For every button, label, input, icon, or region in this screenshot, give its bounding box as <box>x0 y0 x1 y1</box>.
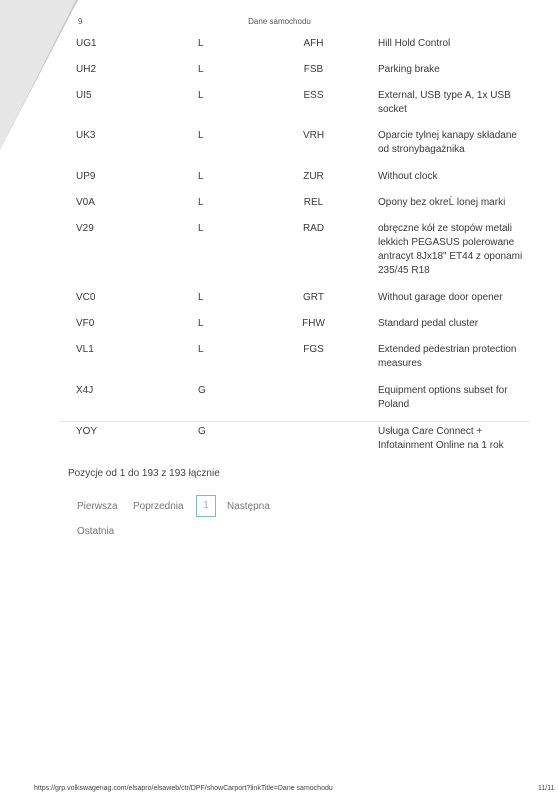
option-type: L <box>198 130 204 141</box>
option-code: V29 <box>76 223 94 234</box>
option-type: L <box>198 344 204 355</box>
option-code: UK3 <box>76 130 96 141</box>
pagination-first-link[interactable]: Pierwsza <box>77 501 118 512</box>
option-abbr: ZUR <box>303 171 324 182</box>
results-summary: Pozycje od 1 do 193 z 193 łącznie <box>68 468 220 479</box>
option-abbr: GRT <box>303 292 324 303</box>
option-desc: Oparcie tylnej kanapy składane od stronybagażnika <box>378 130 517 155</box>
option-abbr: FSB <box>303 64 324 75</box>
option-abbr: RAD <box>302 223 325 234</box>
option-type: G <box>198 426 206 437</box>
option-desc: Extended pedestrian protection measures <box>378 344 517 369</box>
option-abbr: VRH <box>302 130 325 141</box>
page-header-title: Dane samochodu <box>248 17 311 26</box>
row-divider <box>60 421 530 422</box>
option-type: L <box>198 197 204 208</box>
header-fragment: 9 <box>78 17 83 26</box>
option-desc: Parking brake <box>378 64 440 75</box>
option-abbr: FHW <box>302 318 325 329</box>
footer-page-number: 11/11 <box>538 785 555 792</box>
option-code: UG1 <box>76 38 97 49</box>
option-desc: Usługa Care Connect + Infotainment Online na 1 rok <box>378 426 504 451</box>
option-type: L <box>198 318 204 329</box>
pagination-last-link[interactable]: Ostatnia <box>77 526 115 537</box>
option-abbr: FGS <box>303 344 324 355</box>
option-type: L <box>198 171 204 182</box>
option-type: L <box>198 223 204 234</box>
pagination-next-link[interactable]: Następna <box>227 501 270 512</box>
option-type: L <box>198 38 204 49</box>
option-desc: Without clock <box>378 171 438 182</box>
option-desc: obręczne kół ze stopów metali lekkich PEGASUS polerowane antracyt 8Jx18" ET44 z oponami 235/45 R18 <box>378 223 523 276</box>
option-code: UH2 <box>76 64 97 75</box>
option-type: G <box>198 385 206 396</box>
option-desc: Standard pedal cluster <box>378 318 479 329</box>
option-code: V0A <box>76 197 95 208</box>
option-abbr: ESS <box>303 90 324 101</box>
option-code: YOY <box>76 426 98 437</box>
option-code: UI5 <box>76 90 92 101</box>
option-desc: Hill Hold Control <box>378 38 451 49</box>
option-desc: External, USB type A, 1x USB socket <box>378 90 511 115</box>
option-code: VL1 <box>76 344 94 355</box>
option-code: UP9 <box>76 171 96 182</box>
option-desc: Opony bez okreĹ lonej marki <box>378 197 506 208</box>
option-code: VC0 <box>76 292 96 303</box>
pagination-prev-link[interactable]: Poprzednia <box>133 501 184 512</box>
option-type: L <box>198 64 204 75</box>
footer-url: https://grp.volkswagenag.com/elsapro/elsaweb/ctr/DPF/showCarport?linkTitle=Dane samochodu <box>34 785 333 792</box>
option-desc: Without garage door opener <box>378 292 503 303</box>
pagination-current-page[interactable]: 1 <box>196 495 216 517</box>
option-type: L <box>198 90 204 101</box>
option-type: L <box>198 292 204 303</box>
option-abbr: REL <box>303 197 324 208</box>
option-desc: Equipment options subset for Poland <box>378 385 508 410</box>
option-code: VF0 <box>76 318 95 329</box>
option-abbr: AFH <box>303 38 324 49</box>
option-code: X4J <box>76 385 94 396</box>
